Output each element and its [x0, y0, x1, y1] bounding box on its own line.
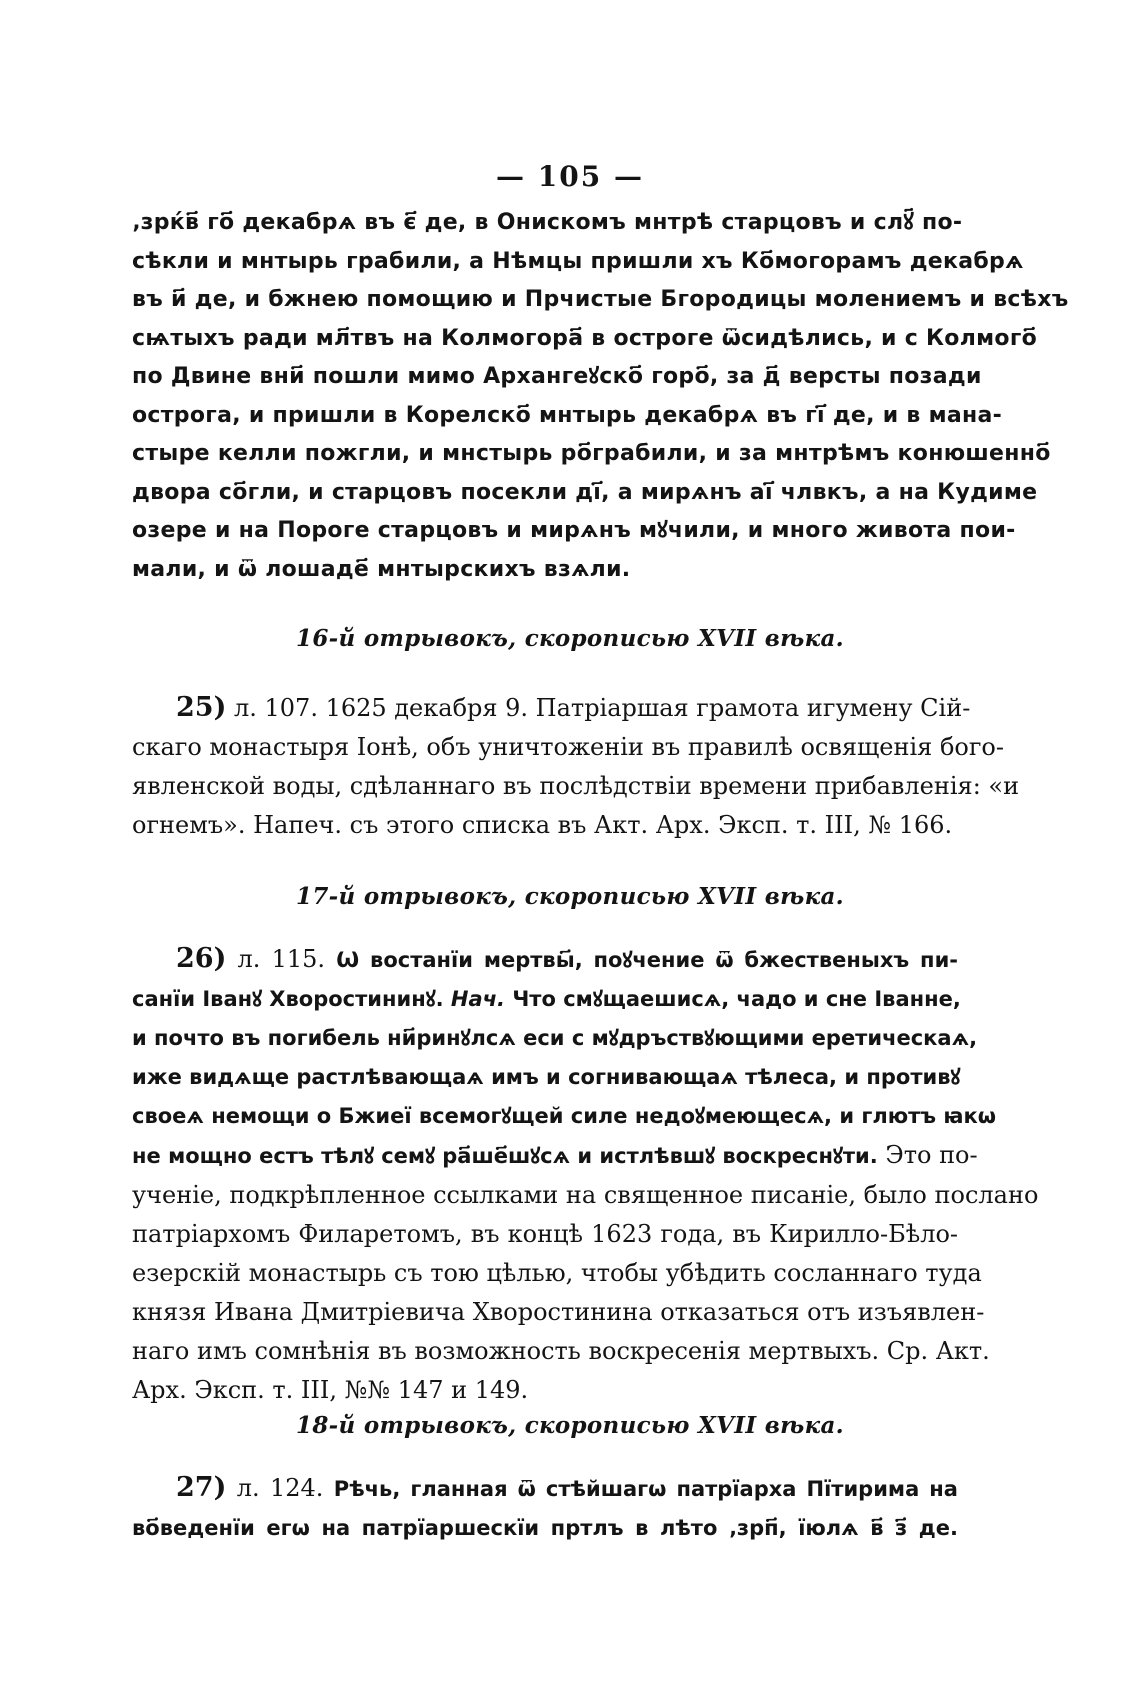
text-line: и почто въ погибель ни҃ринꙋлсѧ еси с мꙋдръствꙋющими еретическаѧ, [132, 1026, 978, 1050]
entry-25 [132, 688, 1020, 845]
text-line: явленской воды, сдѣланнаго въ послѣдствіи времени прибавленія: «и [132, 772, 1020, 800]
slavonic-title: Ѡ востанїи мертвы҃, поꙋчение ѿ бжественыхъ пи- [336, 948, 958, 972]
text-line [132, 688, 971, 728]
text-line [132, 939, 958, 980]
text-line: своеѧ немощи о Бжиеї всемогꙋщей силе недоꙋмеющесѧ, и глютъ ꙗкѡ [132, 1104, 997, 1128]
text-line: езерскій монастырь съ тою цѣлью, чтобы убѣдить сосланнаго туда [132, 1259, 982, 1287]
slavonic-text: не мощно естъ тѣлꙋ семꙋ ра҃ше҃шꙋсѧ и истлѣвшꙋ воскреснꙋти. [132, 1144, 878, 1168]
text-line: по Двине вни҃ пошли мимо Архангеꙋско҃ горо҃, за д҃ версты позади [132, 364, 982, 389]
text-line: озере и на Пороге старцовъ и мирѧнъ мꙋчили, и много живота пои- [132, 518, 1016, 543]
slavonic-text: санїи Іванꙋ Хворостининꙋ. [132, 987, 444, 1011]
text-line: наго имъ сомнѣнія въ возможность воскресенія мертвыхъ. Ср. Акт. [132, 1337, 990, 1365]
section-heading-16: 16-й отрывокъ, скорописью XVII вѣка. [296, 625, 844, 652]
entry-number: 27) [176, 1472, 227, 1503]
slavonic-title: Рѣчь, гланная ѿ стѣйшагѡ патрїарха Пїтирима на [333, 1477, 958, 1501]
text-line: Арх. Эксп. т. III, №№ 147 и 149. [132, 1376, 529, 1404]
text-line: иже видѧще растлѣвающаѧ имъ и согнивающаѧ тѣлеса, и противꙋ [132, 1065, 961, 1089]
text-line: во҃веденїи егѡ на патрїаршескїи пртлъ в лѣто ‚зрп҃, їюлѧ в҃ з҃ де. [132, 1516, 958, 1540]
entry-26 [132, 939, 1039, 1410]
text-line: скаго монастыря Іонѣ, объ уничтоженіи въ правилѣ освященія бого- [132, 733, 1004, 761]
folio-reference: л. 124. [236, 1474, 324, 1502]
text-line [132, 980, 961, 1019]
text-line: князя Ивана Дмитріевича Хворостинина отказаться отъ изъявлен- [132, 1298, 985, 1326]
section-heading-17: 17-й отрывокъ, скорописью XVII вѣка. [296, 883, 844, 910]
entry-number: 26) [176, 943, 227, 974]
incipit-label: Нач. [450, 987, 506, 1011]
section-heading-18: 18-й отрывокъ, скорописью XVII вѣка. [296, 1412, 844, 1439]
text-line: патріархомъ Филаретомъ, въ концѣ 1623 года, въ Кирилло-Бѣло- [132, 1220, 958, 1248]
text-line: сѩтыхъ ради мл҃твъ на Колмогора҃ в остроге ѿсидѣлись, и с Колмого҃ [132, 325, 1038, 351]
text-line: ‚зрќв҃ го҃ декабрѧ въ є҃ де, в Онискомъ мнтрѣ старцовъ и слꙋ҃ по- [132, 210, 963, 235]
text-line: стыре келли пожгли, и мнстырь ро҃грабили, и за мнтрѣмъ конюшенно҃ [132, 441, 1051, 466]
entry-text: л. 107. 1625 декабря 9. Патріаршая грамота игумену Сій- [234, 694, 971, 722]
text-line: ученіе, подкрѣпленное ссылками на священное писаніе, было послано [132, 1181, 1039, 1209]
text-line: сѣкли и мнтырь грабили, а Нѣмцы пришли хъ Ко҃могорамъ декабрѧ [132, 248, 1024, 274]
opening-slavonic-passage [132, 204, 1069, 589]
text-line: мали, и ѿ лошаде҃ мнтырскихъ взѧли. [132, 556, 631, 582]
text-line: острога, и пришли в Корелско҃ мнтырь декабрѧ въ гі҃ де, и в мана- [132, 402, 1003, 428]
entry-number: 25) [176, 692, 227, 723]
folio-reference: л. 115. [237, 945, 326, 973]
entry-27 [132, 1468, 958, 1548]
text-line: огнемъ». Напеч. съ этого списка въ Акт. Арх. Эксп. т. III, № 166. [132, 811, 953, 839]
text-line: двора со҃гли, и старцовъ посекли ді҃, а мирѧнъ аі҃ члвкъ, а на Кудиме [132, 479, 1038, 505]
incipit-text: Что смꙋщаешисѧ, чадо и сне Іванне, [512, 987, 961, 1011]
page-number: — 105 — [496, 160, 644, 193]
text-line [132, 1136, 978, 1176]
entry-text: Это по- [885, 1141, 978, 1169]
text-line [132, 1468, 958, 1509]
text-line: въ и҃ де, и бжнею помощию и Прчистые Бгородицы молениемъ и всѣхъ [132, 287, 1069, 312]
